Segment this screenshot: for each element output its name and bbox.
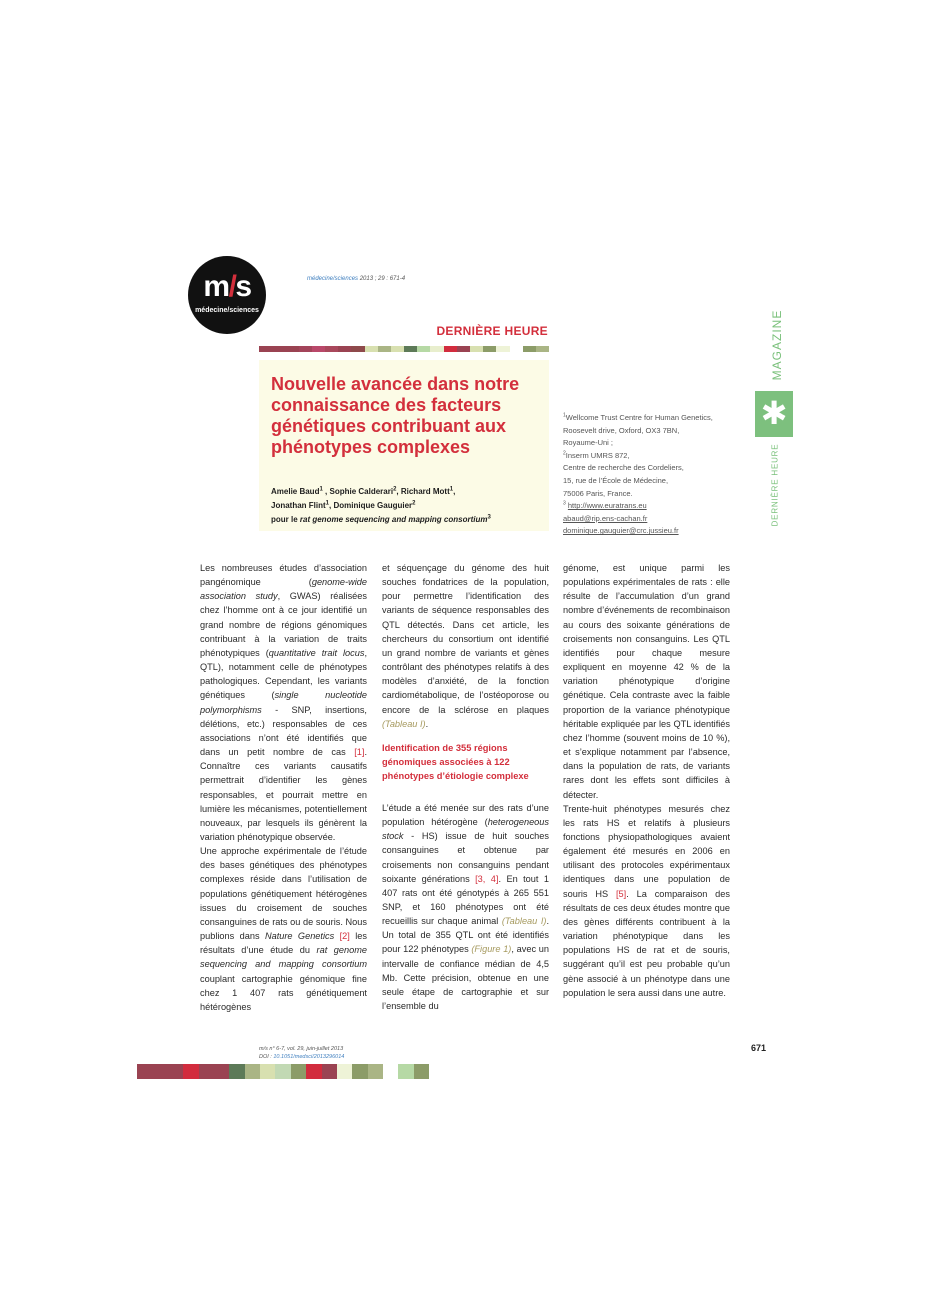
logo-mark: m/s <box>203 270 251 303</box>
stripe-segment <box>245 1064 260 1079</box>
affiliations: $^1$Wellcome Trust Centre for Human Genetics, Roosevelt drive, Oxford, OX3 7BN, Royaume-Uni ; $^2$Inserm UMRS 872, Centre de recherche des Cordeliers, 15, rue de l’École de Médecine, 75006 Paris, France. $^3$ http://www.euratrans.eu abaud@rip.ens-cachan.fr dominique.gauguier@crc.jussieu.fr <box>563 412 713 536</box>
author-name: Dominique Gauguier <box>333 501 413 510</box>
stripe-segment <box>404 346 417 352</box>
stripe-segment <box>483 346 496 352</box>
stripe-segment <box>229 1064 244 1079</box>
stripe-segment <box>299 346 312 352</box>
stripe-segment <box>285 346 298 352</box>
section-label: DERNIÈRE HEURE <box>436 324 548 338</box>
table-reference[interactable]: (Tableau I) <box>501 916 547 927</box>
stripe-segment <box>325 346 338 352</box>
journal-logo <box>188 256 266 334</box>
stripe-segment <box>398 1064 413 1079</box>
stripe-segment <box>272 346 285 352</box>
stripe-segment <box>275 1064 290 1079</box>
stripe-segment <box>391 346 404 352</box>
author-list: Amelie Baud$^1$ , Sophie Calderari$^2$, Richard Mott$^1$, Jonathan Flint$^1$, Dominique Gauguier$^2$ pour le rat genome sequencing and mapping consortium$^3$ <box>271 486 491 524</box>
stripe-segment <box>510 346 523 352</box>
stripe-segment <box>291 1064 306 1079</box>
issue-info: m/s n° 6-7, vol. 29, juin-juillet 2013 DOI : 10.1051/medsci/2013296014 <box>259 1046 345 1060</box>
author-name: Sophie Calderari <box>329 487 394 496</box>
figure-reference[interactable]: (Figure 1) <box>471 944 512 955</box>
paragraph: Trente-huit phénotypes mesurés chez les rats HS et relatifs à plusieurs fonctions physiopathologiques avaient également été mesurés en 2006 en utilisant des protocoles expérimentaux identiques dans une population de souris HS [5]. La comparaison des résultats de ces deux études montre que des gènes différents contribuent à la variation phénotypique dans les populations HS de rat et de souris, suggérant qu’il est peu probable qu’un gène associé à un phénotype dans une population le sera aussi dans une autre. <box>563 803 730 998</box>
stripe-segment <box>496 346 509 352</box>
citation-link[interactable]: [1] <box>354 747 365 758</box>
stripe-segment <box>137 1064 152 1079</box>
stripe-segment <box>338 346 351 352</box>
citation-link[interactable]: [3, 4] <box>475 873 499 884</box>
body-column-3 <box>563 561 730 1000</box>
body-column-2 <box>382 561 549 1013</box>
stripe-segment <box>536 346 549 352</box>
stripe-segment <box>351 346 364 352</box>
stripe-segment <box>470 346 483 352</box>
stripe-segment <box>457 346 470 352</box>
doi-link[interactable]: 10.1051/medsci/2013296014 <box>273 1054 345 1060</box>
body-column-1 <box>200 561 367 1014</box>
stripe-segment <box>368 1064 383 1079</box>
paragraph: et séquençage du génome des huit souches fondatrices de la population, pour permettre l’identification des variants de séquence responsables des QTL détectés. Dans cet article, les chercheurs du consortium ont identifié un grand nombre de variants et gènes contrôlant des phénotypes relatifs à des modèles d’anxiété, de la fonction cardiométabolique, de l’ostéoporose ou encore de la sclérose en plaques (Tableau I). <box>382 563 549 729</box>
stripe-segment <box>152 1064 167 1079</box>
stripe-segment <box>337 1064 352 1079</box>
consortium-name: rat genome sequencing and mapping consortium <box>299 515 488 524</box>
stripe-segment <box>199 1064 214 1079</box>
journal-reference: médecine/sciences 2013 ; 29 : 671-4 <box>307 276 406 282</box>
color-stripe-top <box>259 346 549 352</box>
stripe-segment <box>168 1064 183 1079</box>
email-link[interactable]: dominique.gauguier@crc.jussieu.fr <box>563 526 679 536</box>
stripe-segment <box>417 346 430 352</box>
paragraph: L’étude a été menée sur des rats d’une population hétérogène (heterogeneous stock - HS) issue de huit souches consanguines et obtenue par croisements non consanguins pendant soixante générations [3, 4]. En tout 1 407 rats ont été génotypés à 265 551 SNP, et 160 phénotypes ont été recueillis sur chaque animal (Tableau I). Un total de 355 QTL ont été identifiés pour 122 phénotypes (Figure 1), avec un intervalle de confiance médian de 4,5 Mb. Cette précision, obtenue en une seule étape de cartographie et sur l’ensemble du <box>382 802 549 1012</box>
stripe-segment <box>383 1064 398 1079</box>
table-reference[interactable]: (Tableau I) <box>382 718 426 729</box>
stripe-segment <box>378 346 391 352</box>
stripe-segment <box>414 1064 429 1079</box>
side-label-magazine: MAGAZINE <box>770 309 784 381</box>
page-number: 671 <box>750 1043 766 1053</box>
paragraph: Les nombreuses études d’association pangénomique (genome-wide association study, GWAS) réalisées chez l’homme ont à ce jour identifié un grand nombre de régions génomiques contribuant à la variation de traits phénotypiques (quantitative trait locus, QTL), notamment celle de phénotypes pathologiques. Cependant, les variants génétiques (single nucleotide polymorphisms - SNP, insertions, délétions, etc.) responsables de ces associations n’ont été identifiés que dans un petit nombre de cas [1]. Connaître ces variants causatifs permettrait d’identifier les gènes responsables, et pourrait mettre en lumière les mécanismes, potentiellement nouveaux, par lesquels ils génèrent la variation phénotypique observée. <box>200 563 367 842</box>
citation-link[interactable]: [5] <box>616 888 627 899</box>
stripe-segment <box>444 346 457 352</box>
article-title: Nouvelle avancée dans notre connaissance des facteurs génétiques contribuant aux phénotypes complexes <box>271 374 520 457</box>
color-stripe-bottom <box>137 1064 429 1079</box>
stripe-segment <box>306 1064 321 1079</box>
stripe-segment <box>183 1064 198 1079</box>
stripe-segment <box>312 346 325 352</box>
stripe-segment <box>260 1064 275 1079</box>
section-heading: Identification de 355 régions génomiques associées à 122 phénotypes d’étiologie complexe <box>382 742 529 781</box>
stripe-segment <box>430 346 443 352</box>
stripe-segment <box>214 1064 229 1079</box>
stripe-segment <box>352 1064 367 1079</box>
citation-link[interactable]: [2] <box>339 931 350 942</box>
author-name: Richard Mott <box>400 487 450 496</box>
stripe-segment <box>523 346 536 352</box>
stripe-segment <box>365 346 378 352</box>
stripe-segment <box>322 1064 337 1079</box>
logo-subtitle: médecine/sciences <box>195 307 259 314</box>
stripe-segment <box>259 346 272 352</box>
paragraph: génome, est unique parmi les populations expérimentales de rats : elle résulte de l’accumulation d’un grand nombre d’événements de recombinaison au cours des soixante générations de croisements non consanguins. Les QTL identifiés pour chaque mesure expliquent en moyenne 42 % de la variation phénotypique d’origine génétique. Cela contraste avec la faible proportion de la variance phénotypique héritable expliquée par les QTL identifiés chez l’homme (souvent moins de 10 %), et s’explique notamment par l’absence, dans la population de rats, de variants rares dont les effets sont difficiles à détecter. <box>563 563 730 800</box>
side-label-rubric: DERNIÈRE HEURE <box>770 443 780 527</box>
author-name: Jonathan Flint <box>271 501 326 510</box>
email-link[interactable]: abaud@rip.ens-cachan.fr <box>563 513 648 523</box>
asterisk-icon: ✱ <box>755 391 793 437</box>
paragraph: Une approche expérimentale de l’étude des bases génétiques des phénotypes complexes réside dans l’utilisation de populations génétiquement hétérogènes issues du croisement de souches consanguines de rats ou de souris. Nous publions dans Nature Genetics [2] les résultats d’une étude du rat genome sequencing and mapping consortium couplant cartographie génomique fine chez 1 407 rats génétiquement hétérogènes <box>200 846 368 1012</box>
consortium-link[interactable]: http://www.euratrans.eu <box>567 501 647 511</box>
author-name: Amelie Baud <box>271 487 320 496</box>
